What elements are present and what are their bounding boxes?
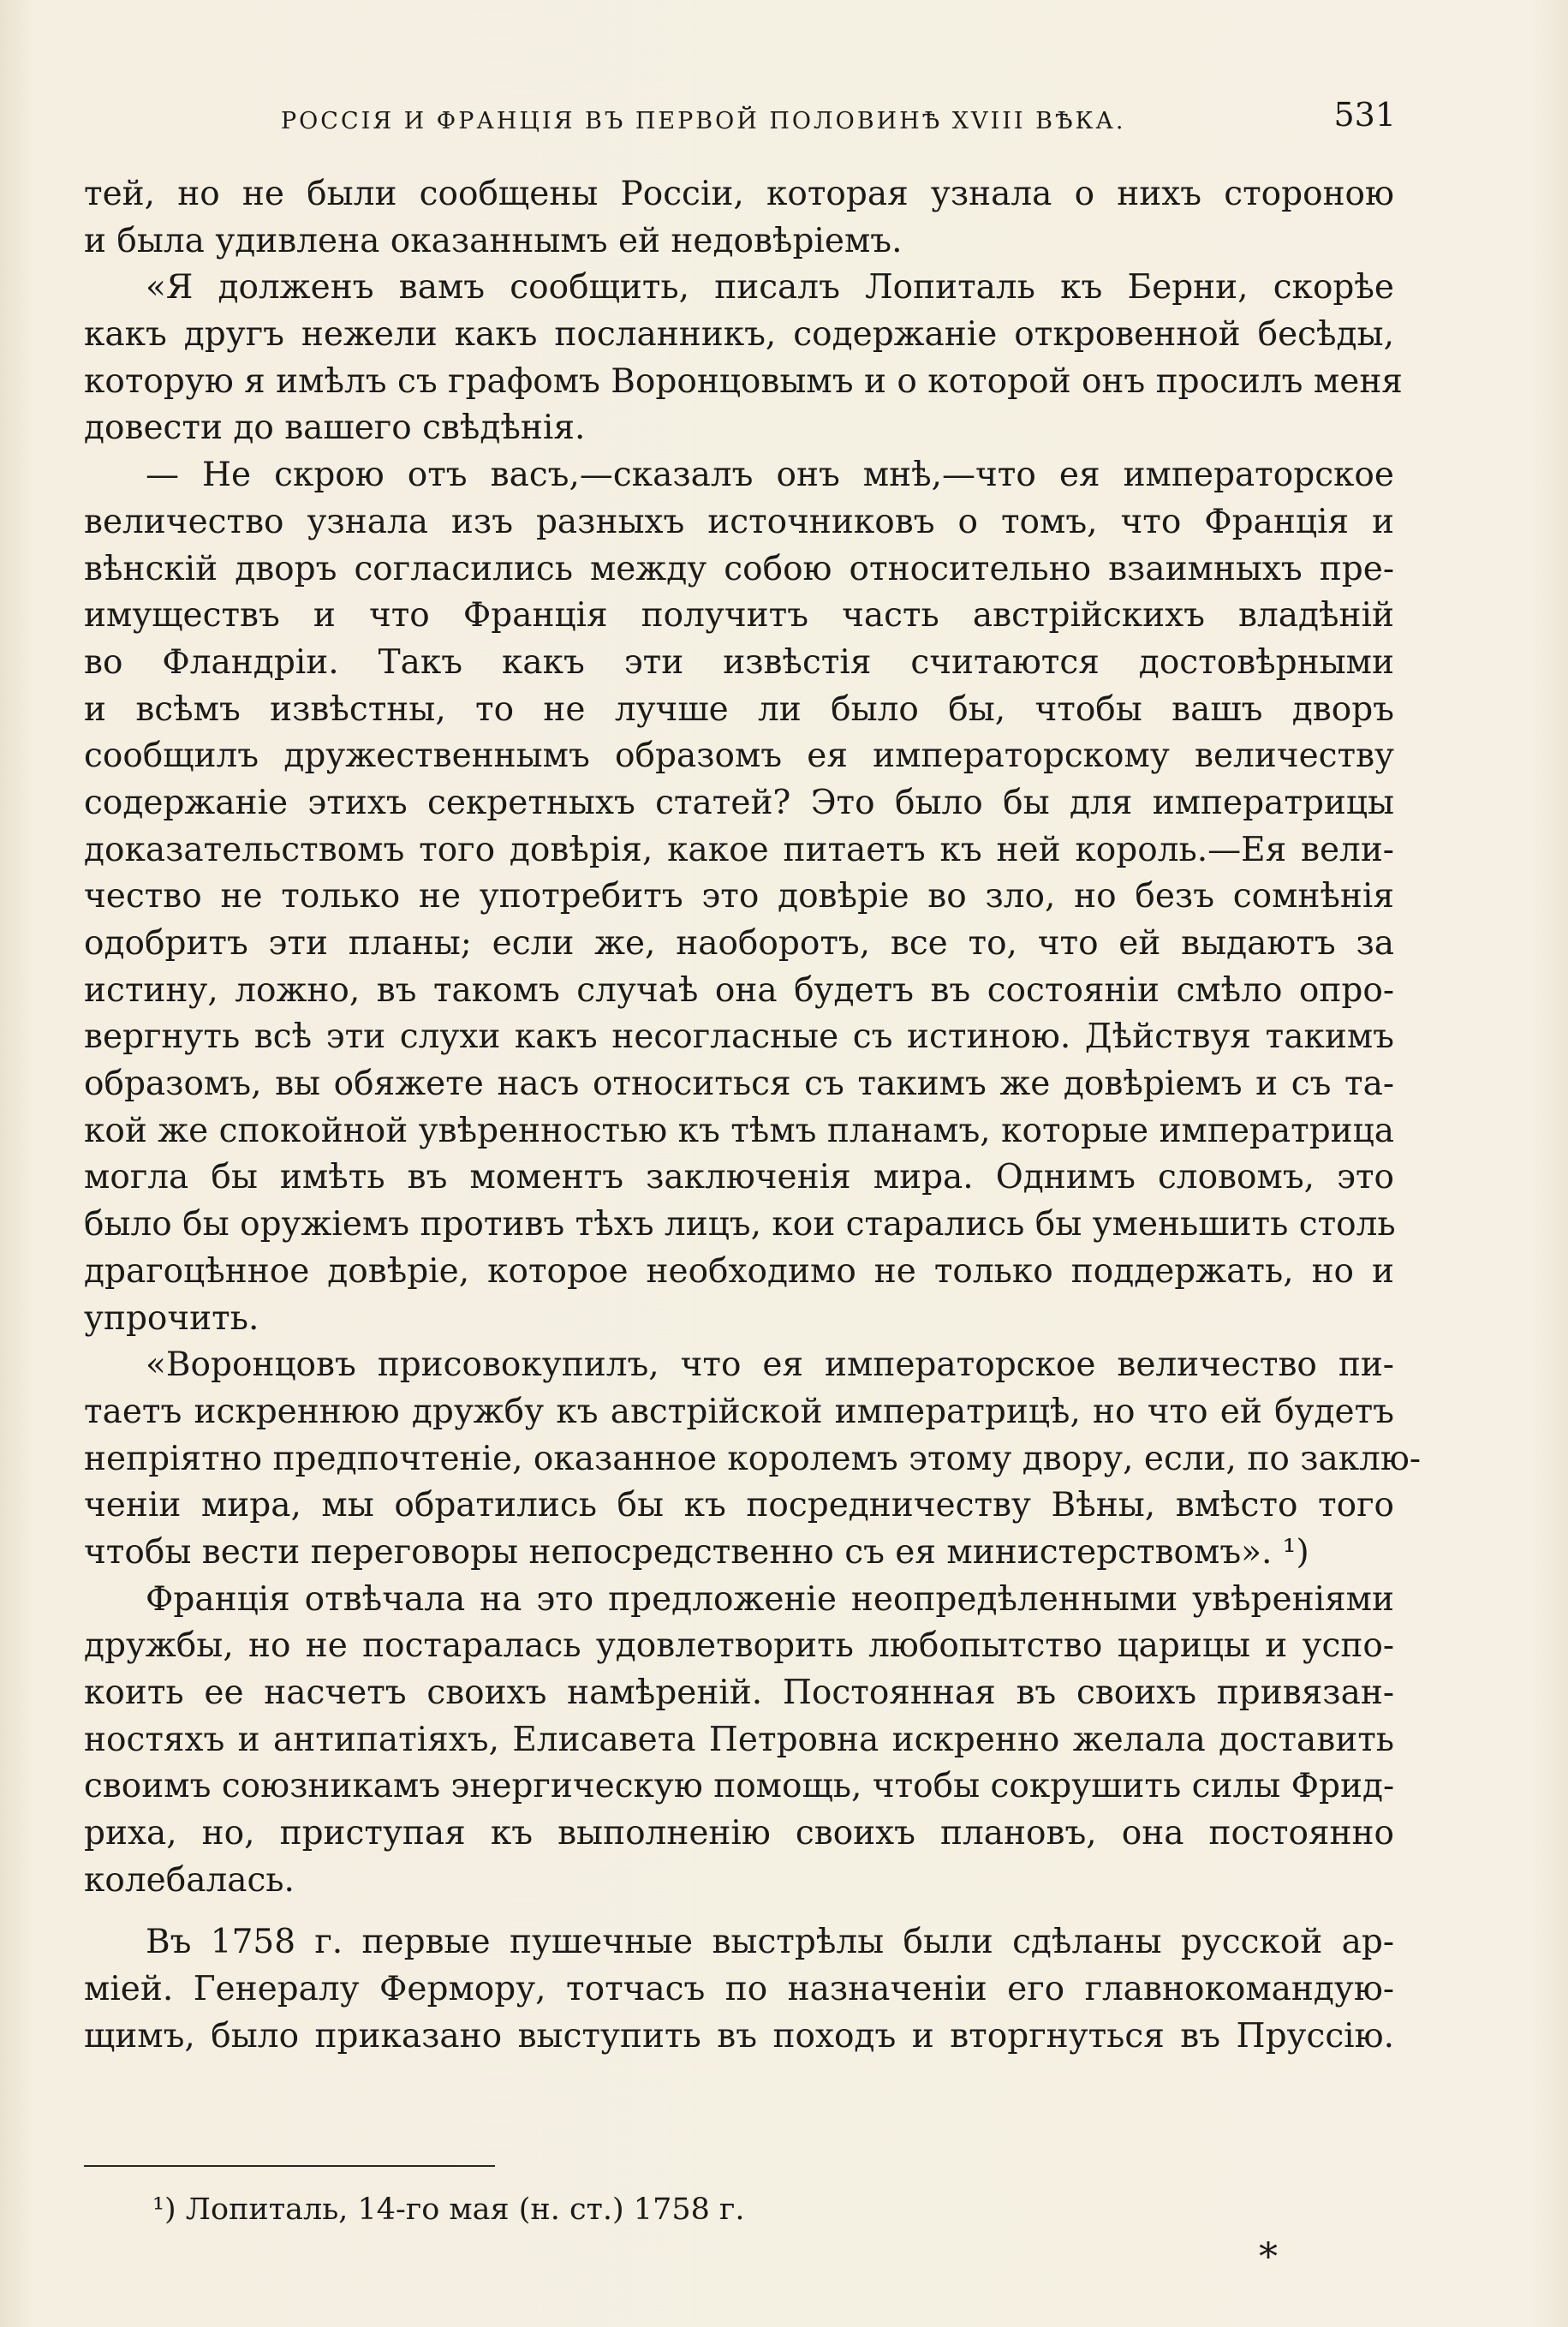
text-line: содержаніе этихъ секретныхъ статей? Это было бы для императрицы [84, 783, 1394, 822]
text-line: сообщилъ дружественнымъ образомъ ея императорскому величеству [84, 737, 1394, 776]
text-line: какъ другъ нежели какъ посланникъ, содержаніе откровенной бесѣды, [84, 315, 1394, 355]
text-line: и была удивлена оказаннымъ ей недовѣріемъ. [84, 221, 903, 260]
text-line: могла бы имѣть въ моментъ заключенія мира. Однимъ словомъ, это [84, 1158, 1394, 1197]
text-line: риха, но, приступая къ выполненію своихъ плановъ, она постоянно [84, 1814, 1394, 1853]
text-line: таетъ искреннюю дружбу къ австрійской императрицѣ, но что ей будетъ [84, 1392, 1394, 1431]
text-line: ченіи мира, мы обратились бы къ посредничеству Вѣны, вмѣсто того [84, 1486, 1394, 1525]
text-line: — Не скрою отъ васъ,—сказалъ онъ мнѣ,—что ея императорское [146, 456, 1394, 495]
footnote-divider [84, 2165, 495, 2167]
text-line: колебалась. [84, 1860, 295, 1900]
text-line: довести до вашего свѣдѣнія. [84, 409, 586, 448]
text-line: величество узнала изъ разныхъ источниковъ о томъ, что Франція и [84, 502, 1394, 541]
text-line: драгоцѣнное довѣріе, которое необходимо не только поддержать, но и [84, 1251, 1394, 1291]
text-line: коить ее насчетъ своихъ намѣреній. Постоянная въ своихъ привязан- [84, 1674, 1394, 1712]
text-line: истину, ложно, въ такомъ случаѣ она будетъ въ состояніи смѣло опро- [84, 970, 1394, 1010]
paragraph-gap [84, 1904, 1394, 1919]
text-line: вергнуть всѣ эти слухи какъ несогласные съ истиною. Дѣйствуя такимъ [84, 1017, 1394, 1057]
text-line: имуществъ и что Франція получитъ часть австрійскихъ владѣній [84, 596, 1394, 635]
text-line: міей. Генералу Фермору, тотчасъ по назначеніи его главнокомандую- [84, 1970, 1394, 2009]
text-line: во Фландріи. Такъ какъ эти извѣстія считаются достовѣрными [84, 642, 1394, 682]
running-head: РОССІЯ И ФРАНЦІЯ ВЪ ПЕРВОЙ ПОЛОВИНѢ XVIII ВѢКА. [281, 108, 1126, 134]
text-line: образомъ, вы обяжете насъ относиться съ такимъ же довѣріемъ и съ та- [84, 1065, 1394, 1104]
text-line: тей, но не были сообщены Россіи, которая узнала о нихъ стороною [84, 175, 1394, 213]
text-line: «Я долженъ вамъ сообщить, писалъ Лопиталь къ Берни, скорѣе [146, 268, 1394, 307]
text-line: которую я имѣлъ съ графомъ Воронцовымъ и о которой онъ просилъ меня [84, 361, 1403, 401]
text-line: Въ 1758 г. первые пушечные выстрѣлы были сдѣланы русской ар- [146, 1923, 1394, 1962]
text-line: чество не только не употребитъ это довѣріе во зло, но безъ сомнѣнія [84, 877, 1394, 916]
text-line: Франція отвѣчала на это предложеніе неопредѣленными увѣреніями [146, 1579, 1394, 1619]
text-line: щимъ, было приказано выступить въ походъ и вторгнуться въ Пруссію. [84, 2016, 1394, 2056]
signature-mark: * [1259, 2235, 1278, 2279]
text-line: «Воронцовъ присовокупилъ, что ея императорское величество пи- [146, 1345, 1394, 1385]
text-line: доказательствомъ того довѣрія, какое питаетъ къ ней король.—Ея вели- [84, 830, 1394, 869]
text-line: вѣнскій дворъ согласились между собою относительно взаимныхъ пре- [84, 549, 1394, 588]
text-line: чтобы вести переговоры непосредственно съ ея министерствомъ». ¹) [84, 1532, 1309, 1572]
page-number: 531 [1333, 96, 1396, 134]
text-line: своимъ союзникамъ энергическую помощь, чтобы сокрушить силы Фрид- [84, 1767, 1395, 1806]
text-line: дружбы, но не постаралась удовлетворить любопытство царицы и успо- [84, 1626, 1394, 1666]
footnote: ¹) Лопиталь, 14-го мая (н. ст.) 1758 г. [152, 2193, 745, 2227]
text-line: одобритъ эти планы; если же, наоборотъ, все то, что ей выдаютъ за [84, 924, 1394, 963]
text-line: кой же спокойной увѣренностью къ тѣмъ планамъ, которые императрица [84, 1111, 1394, 1150]
text-line: и всѣмъ извѣстны, то не лучше ли было бы, чтобы вашъ дворъ [84, 689, 1394, 729]
text-line: ностяхъ и антипатіяхъ, Елисавета Петровна искренно желала доставить [84, 1720, 1394, 1759]
page-header [86, 96, 1396, 147]
text-line: было бы оружіемъ противъ тѣхъ лицъ, кои старались бы уменьшить столь [84, 1205, 1396, 1244]
text-line: упрочить. [84, 1298, 259, 1338]
body-text [84, 171, 1422, 2061]
text-line: непріятно предпочтеніе, оказанное королемъ этому двору, если, по заклю- [84, 1439, 1422, 1478]
